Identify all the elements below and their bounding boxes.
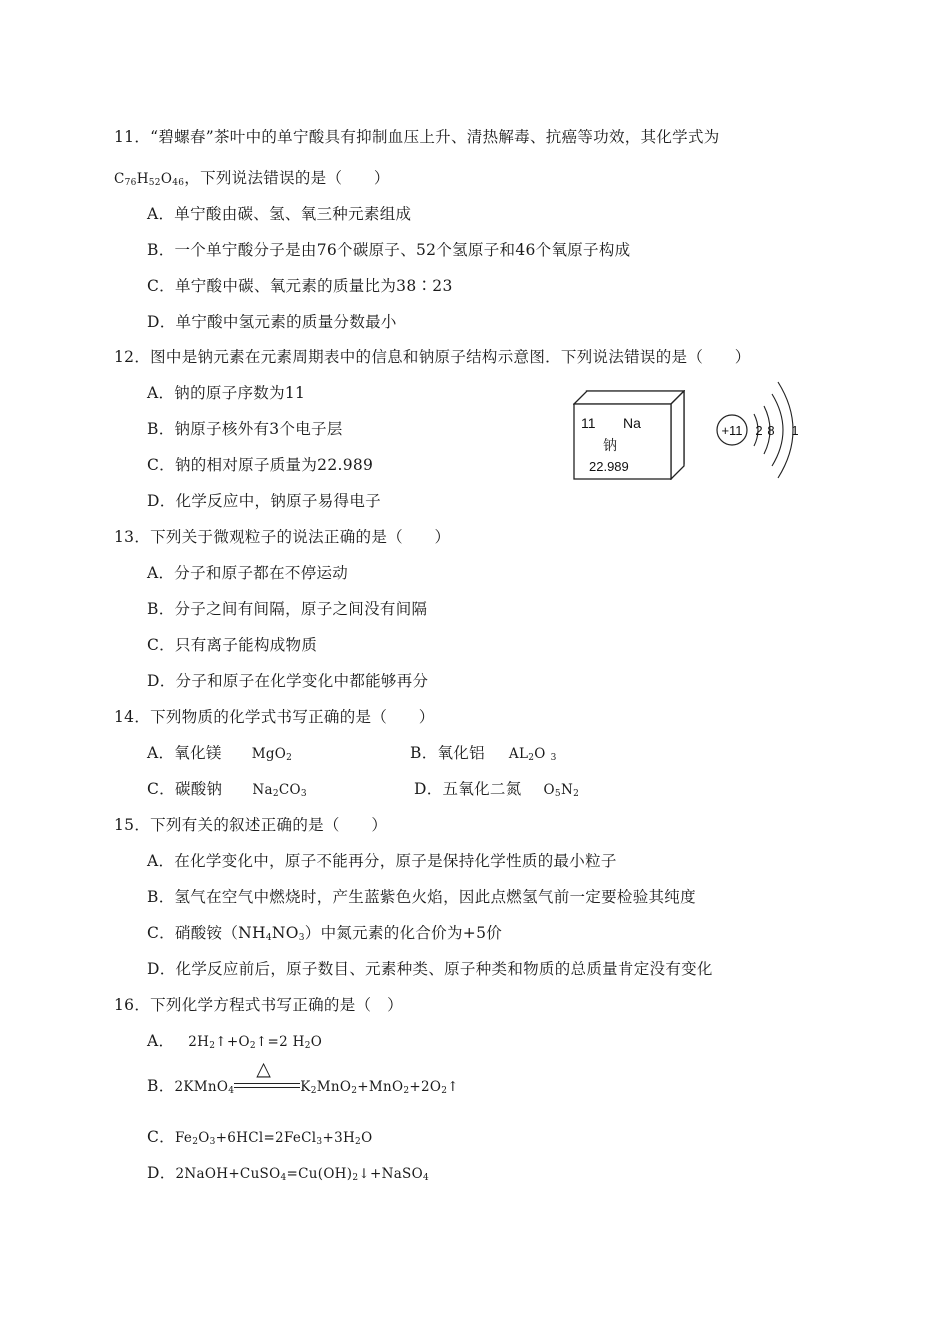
card-element-name: 钠 xyxy=(603,438,617,454)
q11-formula: $C_{76}H_{52}O_{46}$ xyxy=(114,171,185,188)
sodium-atom-structure-diagram xyxy=(712,378,812,482)
q11-stem-line1: 11．“碧螺春”茶叶中的单宁酸具有抑制血压上升、清热解毒、抗癌等功效，其化学式为 xyxy=(114,128,720,146)
q15-option-b: B．氢气在空气中燃烧时，产生蓝紫色火焰，因此点燃氢气前一定要检验其纯度 xyxy=(147,888,696,906)
sodium-element-card xyxy=(573,390,685,480)
q13-option-c: C．只有离子能构成物质 xyxy=(147,636,318,654)
q12-option-d: D．化学反应中，钠原子易得电子 xyxy=(147,492,381,510)
q15-option-a: A．在化学变化中，原子不能再分，原子是保持化学性质的最小粒子 xyxy=(147,852,617,870)
q16-stem: 16．下列化学方程式书写正确的是（ ） xyxy=(114,996,403,1014)
q14-option-b: B．氧化铝 $AL_2O$ $_3$ xyxy=(410,744,557,763)
card-atomic-mass: 22.989 xyxy=(589,459,629,474)
q14-option-c: C．碳酸钠 $Na_2CO_3$ xyxy=(147,780,307,799)
q12-option-c: C．钠的相对原子质量为22.989 xyxy=(147,456,374,474)
q12-option-b: B．钠原子核外有3个电子层 xyxy=(147,420,343,438)
q13-stem: 13．下列关于微观粒子的说法正确的是（ ） xyxy=(114,528,451,546)
q11-option-a: A．单宁酸由碳、氢、氧三种元素组成 xyxy=(147,205,412,223)
card-symbol: Na xyxy=(623,415,641,431)
q14-stem: 14．下列物质的化学式书写正确的是（ ） xyxy=(114,708,435,726)
q11-stem-line2: $C_{76}H_{52}O_{46}$，下列说法错误的是（ ） xyxy=(114,169,390,188)
shell-1-electrons: 2 xyxy=(755,423,763,438)
card-atomic-number: 11 xyxy=(581,415,596,431)
q14-option-d: D．五氧化二氮 $O_5N_2$ xyxy=(414,780,580,799)
q12-option-a: A．钠的原子序数为11 xyxy=(147,384,306,402)
nucleus-charge: +11 xyxy=(721,423,743,438)
q16-option-a: A． $2H_2↑+O_2↑=2$ $H_2O$ xyxy=(147,1032,323,1051)
shell-2-electrons: 8 xyxy=(767,423,775,438)
q15-stem: 15．下列有关的叙述正确的是（ ） xyxy=(114,816,388,834)
q14-option-a: A．氧化镁 MgO$_2$ xyxy=(147,744,293,763)
q13-option-a: A．分子和原子都在不停运动 xyxy=(147,564,349,582)
q11-option-c: C．单宁酸中碳、氧元素的质量比为38∶23 xyxy=(147,277,453,295)
q16-option-c: C．$Fe_2O_3+6HCl=2FeCl_3+3H_2O$ xyxy=(147,1128,373,1147)
q13-option-b: B．分子之间有间隔，原子之间没有间隔 xyxy=(147,600,428,618)
heat-condition-arrow xyxy=(234,1058,300,1093)
heat-triangle-icon: △ xyxy=(256,1058,272,1080)
q15-option-d: D．化学反应前后，原子数目、元素种类、原子种类和物质的总质量肯定没有变化 xyxy=(147,960,713,978)
q15-option-c: C．硝酸铵$(NH_4NO_3)$中氮元素的化合价为+5价 xyxy=(147,924,503,943)
q16-option-b: B．2KMnO$_4$ △ $K_2MnO_2+MnO_2+2O_2↑$ xyxy=(147,1058,459,1096)
q11-option-d: D．单宁酸中氢元素的质量分数最小 xyxy=(147,313,397,331)
q12-stem: 12．图中是钠元素在元素周期表中的信息和钠原子结构示意图．下列说法错误的是（ ） xyxy=(114,348,751,366)
q11-option-b: B．一个单宁酸分子是由76个碳原子、52个氢原子和46个氧原子构成 xyxy=(147,241,631,259)
shell-3-electrons: 1 xyxy=(791,423,799,438)
q13-option-d: D．分子和原子在化学变化中都能够再分 xyxy=(147,672,429,690)
q16-option-d: D．$2NaOH+CuSO_4=Cu(OH)_2↓+NaSO_4$ xyxy=(147,1164,429,1183)
